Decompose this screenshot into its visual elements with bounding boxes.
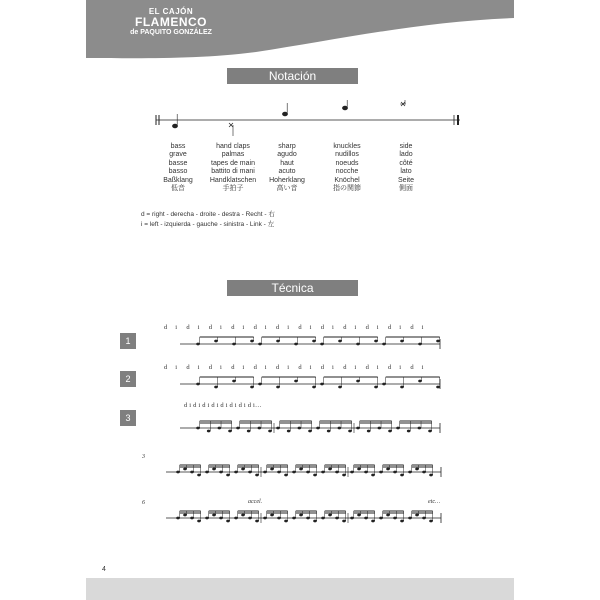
note-head (356, 343, 360, 346)
sticking-letter: d (298, 364, 302, 371)
note-head (276, 340, 280, 343)
note-head (276, 427, 280, 430)
note-head (342, 520, 346, 523)
sticking-letter: i (421, 324, 424, 331)
note-head (248, 517, 252, 520)
note-head (356, 380, 360, 383)
note-head (183, 514, 187, 517)
note-head (207, 430, 211, 433)
note-head (400, 520, 404, 523)
etc-marking: etc… (428, 499, 441, 505)
note-head (388, 430, 392, 433)
note-head (226, 474, 230, 477)
sticking-letter: i (399, 364, 402, 371)
col-text: basso (168, 168, 188, 176)
note-head (407, 430, 411, 433)
note-head (241, 514, 245, 517)
note-head (335, 471, 339, 474)
note-head (196, 427, 200, 430)
note-head (364, 517, 368, 520)
note-head (218, 427, 222, 430)
note-head (356, 427, 360, 430)
note-head (418, 427, 422, 430)
note-head (232, 343, 236, 346)
title-line-2: FLAMENCO (135, 15, 207, 30)
note-head (382, 383, 386, 386)
sticking-letter: i (399, 324, 402, 331)
note-head (321, 517, 325, 520)
sticking-letter: i (332, 324, 335, 331)
note-head (234, 471, 238, 474)
note-head (196, 343, 200, 346)
note-head (374, 340, 378, 343)
sticking-letter: i (309, 324, 312, 331)
note-head (212, 468, 216, 471)
note-head (277, 471, 281, 474)
sticking-letter: d (164, 364, 168, 371)
legend-left: i = left - izquierda - gauche - sinistra - Link - 左 (141, 221, 275, 228)
note-head (247, 430, 251, 433)
col-text: nocche (335, 168, 359, 176)
col-text: haut (280, 159, 294, 167)
sticking-letter: d (276, 364, 280, 371)
note-head (197, 474, 201, 477)
note-head (241, 468, 245, 471)
col-text: agudo (277, 151, 297, 159)
note-head (292, 517, 296, 520)
col-text: 低音 (171, 185, 185, 193)
sticking-letter: d (208, 364, 213, 371)
col-text: 手拍子 (222, 185, 244, 193)
sticking-letter: d (388, 364, 392, 371)
note-head (400, 340, 404, 343)
sticking-letter: d (410, 324, 414, 331)
note-head (308, 430, 312, 433)
sticking-letter: i (354, 324, 357, 331)
exercise-1-badge: 1 (120, 333, 136, 349)
note-head (393, 471, 397, 474)
note-head (183, 468, 187, 471)
exercise-1-staff (150, 326, 445, 358)
note-head (219, 517, 223, 520)
note-head (386, 468, 390, 471)
col-text: Baßklang (163, 176, 193, 184)
note-head (190, 471, 194, 474)
note-head (415, 514, 419, 517)
note-head (294, 343, 298, 346)
note-head (436, 340, 440, 343)
sticking-letter: d (186, 324, 190, 331)
sticking-letter: i (197, 364, 200, 371)
exercise-3-staff-line-3 (136, 500, 446, 534)
sticking-letter: d (365, 324, 370, 331)
note-head (408, 517, 412, 520)
note-head (415, 468, 419, 471)
sticking-letter: i (309, 364, 312, 371)
note-head (176, 471, 180, 474)
col-text: hand claps (216, 143, 250, 150)
exercise-3-staff-line-2 (136, 454, 446, 488)
note-head (212, 514, 216, 517)
note-head (342, 474, 346, 477)
note-head (258, 427, 262, 430)
col-text: bass (170, 143, 186, 150)
title-line-1: EL CAJÓN (148, 7, 194, 16)
col-text: tapes de main (211, 159, 255, 167)
note-head (422, 471, 426, 474)
sticking-letter: d (388, 324, 392, 331)
sticking-letter: i (376, 364, 379, 371)
note-head (234, 517, 238, 520)
col-text: basse (168, 159, 188, 167)
note-head (312, 386, 316, 389)
note-head (277, 517, 281, 520)
col-text: battito di mani (211, 168, 255, 176)
note-head (321, 471, 325, 474)
footer-band (86, 578, 514, 600)
sticking-letter: d (343, 364, 347, 371)
note-head (338, 427, 342, 430)
sticking-letter: i (175, 324, 178, 331)
note-head (287, 430, 291, 433)
note-head (367, 430, 371, 433)
sticking-letter: i (421, 364, 424, 371)
note-head (306, 517, 310, 520)
note-head (263, 471, 267, 474)
page-number: 4 (102, 566, 106, 573)
section-notation-heading: Notación (227, 68, 358, 84)
sticking-letter: i (197, 324, 200, 331)
sticking-letter: d (298, 324, 302, 331)
score-page (86, 0, 514, 600)
note-head (258, 343, 262, 346)
col-text: côté (399, 159, 413, 167)
note-head (255, 474, 259, 477)
note-head (400, 386, 404, 389)
note-head (226, 520, 230, 523)
note-head (364, 471, 368, 474)
sticking-letter: d (231, 364, 235, 371)
note-head (436, 386, 440, 389)
note-head (312, 340, 316, 343)
notation-col-sharp (257, 143, 317, 193)
col-text: Seite (398, 176, 414, 184)
col-text: sharp (278, 143, 296, 150)
section-technique-heading: Técnica (227, 280, 358, 296)
exercise-2-staff (150, 366, 445, 398)
note-head (299, 468, 303, 471)
note-head (284, 520, 288, 523)
note-head (328, 514, 332, 517)
note-head (379, 517, 383, 520)
sticking-letter: i (332, 364, 335, 371)
col-text: lado (399, 151, 413, 159)
note-head (292, 471, 296, 474)
sticking-letter: d (253, 324, 258, 331)
note-head (248, 471, 252, 474)
sticking-letter: i (175, 364, 178, 371)
note-head (298, 427, 302, 430)
sticking-letter: i (376, 324, 379, 331)
sticking-letter: d (410, 364, 414, 371)
sticking-letter: i (242, 364, 245, 371)
note-head (418, 343, 422, 346)
note-head (205, 471, 209, 474)
note-head (382, 343, 386, 346)
note-head (393, 517, 397, 520)
note-head (176, 517, 180, 520)
sticking-letter: d (343, 324, 347, 331)
note-head (250, 340, 254, 343)
sticking-letter: d (276, 324, 280, 331)
notation-col-handclaps (203, 143, 263, 193)
note-head (320, 383, 324, 386)
note-head (263, 517, 267, 520)
note-head (327, 430, 331, 433)
col-text: Handklatschen (209, 176, 257, 184)
note-head (378, 427, 382, 430)
note-head (400, 474, 404, 477)
note-head (313, 474, 317, 477)
note-head (316, 427, 320, 430)
note-head (219, 471, 223, 474)
sticking-letter: i (264, 324, 267, 331)
col-text: side (399, 143, 413, 150)
book-title (96, 8, 246, 36)
note-head (428, 430, 432, 433)
sticking-letter: d (320, 364, 325, 371)
note-head (357, 514, 361, 517)
note-head (338, 386, 342, 389)
note-head (371, 474, 375, 477)
title-line-3: de PAQUITO GONZÁLEZ (130, 28, 212, 36)
sticking-letter: d (208, 324, 213, 331)
note-head (379, 471, 383, 474)
note-head (313, 520, 317, 523)
sticking-letter: d (231, 324, 235, 331)
note-head (299, 514, 303, 517)
sticking-letter: i (287, 364, 290, 371)
sticking-letter: d (365, 364, 370, 371)
note-head (268, 430, 272, 433)
col-text: palmas (221, 151, 245, 159)
col-text: nudillos (335, 151, 359, 159)
note-head (429, 474, 433, 477)
note-head (306, 471, 310, 474)
note-head (418, 380, 422, 383)
sticking-letter: i (287, 324, 290, 331)
accel-marking: accel. (248, 499, 263, 505)
sticking-letter: i (264, 364, 267, 371)
exercise-3-sticking: d i d i d i d i d i d i d i d i… (184, 402, 262, 409)
col-text: grave (169, 151, 187, 159)
exercise-3-badge: 3 (120, 410, 136, 426)
note-head (422, 517, 426, 520)
note-head (270, 514, 274, 517)
sticking-letter: d (253, 364, 258, 371)
col-text: Hoherklang (269, 176, 305, 184)
col-text: acuto (278, 168, 296, 176)
note-head (250, 386, 254, 389)
sticking-letter: d (186, 364, 190, 371)
note-head (350, 517, 354, 520)
legend-right: d = right - derecha - droite - destra - Recht - 右 (141, 211, 275, 218)
note-head (205, 517, 209, 520)
note-head (196, 383, 200, 386)
notation-col-knuckles (317, 143, 377, 193)
sticking-letter: i (220, 364, 223, 371)
col-text: 側面 (399, 185, 413, 193)
exercise-2-badge: 2 (120, 371, 136, 387)
note-head (258, 383, 262, 386)
note-head (276, 386, 280, 389)
col-text: 高い音 (276, 185, 298, 193)
sticking-letter: i (220, 324, 223, 331)
note-head (236, 427, 240, 430)
note-head (357, 468, 361, 471)
note-head (197, 520, 201, 523)
col-text: noeuds (335, 159, 359, 167)
sticking-letter: i (242, 324, 245, 331)
note-head (335, 517, 339, 520)
sticking-letter: d (164, 324, 168, 331)
notation-staff (148, 100, 468, 140)
notation-col-side (376, 143, 436, 193)
note-head (214, 386, 218, 389)
note-head (396, 427, 400, 430)
note-head (255, 520, 259, 523)
col-text: knuckles (333, 143, 361, 150)
col-text: Knöchel (334, 176, 360, 184)
note-head (386, 514, 390, 517)
note-head (294, 380, 298, 383)
note-head (408, 471, 412, 474)
measure-number-3: 3 (142, 454, 145, 460)
note-head (320, 343, 324, 346)
sticking-letter: d (320, 324, 325, 331)
note-head (429, 520, 433, 523)
sticking-letter: i (354, 364, 357, 371)
notation-col-bass (148, 143, 208, 193)
note-head (350, 471, 354, 474)
note-head (374, 386, 378, 389)
note-head (214, 340, 218, 343)
measure-number-6: 6 (142, 500, 145, 506)
note-head (338, 340, 342, 343)
note-head (348, 430, 352, 433)
col-text: lato (400, 168, 412, 176)
note-head (371, 520, 375, 523)
note-head (284, 474, 288, 477)
col-text: 指の関節 (333, 185, 361, 193)
note-head (270, 468, 274, 471)
note-head (228, 430, 232, 433)
note-head (190, 517, 194, 520)
note-head (232, 380, 236, 383)
exercise-3-staff-line-1 (150, 408, 445, 444)
note-head (328, 468, 332, 471)
